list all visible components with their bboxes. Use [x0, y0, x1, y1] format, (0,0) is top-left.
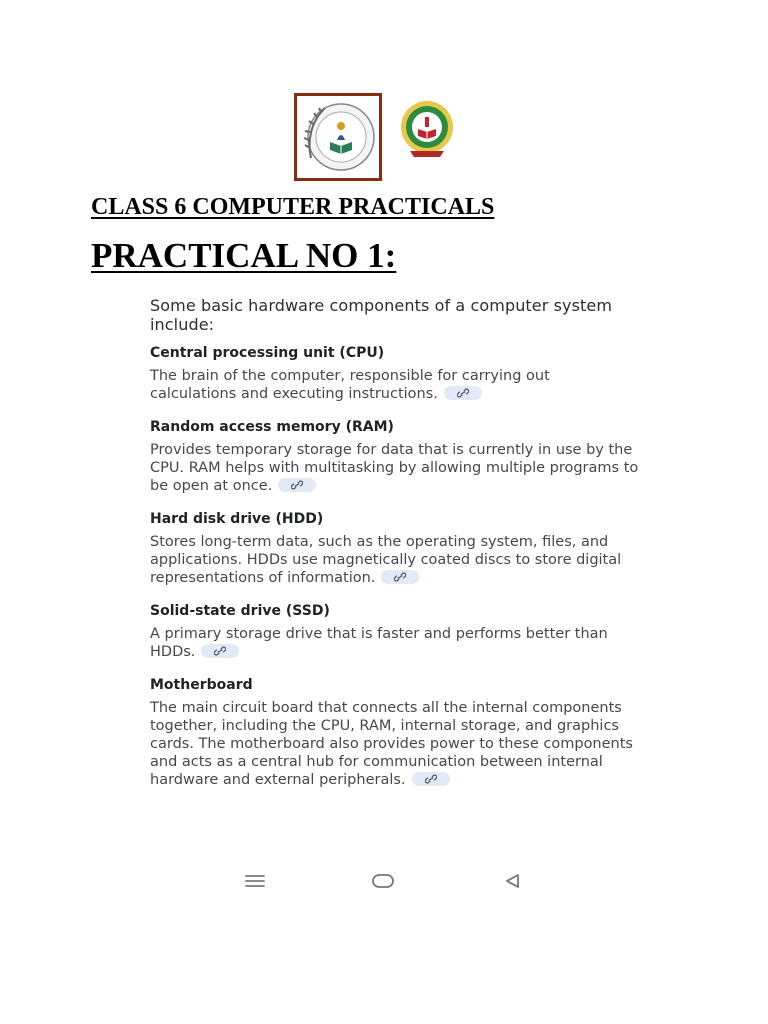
- link-icon: [291, 480, 303, 490]
- component-ram: [150, 418, 640, 495]
- component-description: [150, 441, 640, 495]
- nav-home-button[interactable]: [368, 868, 398, 894]
- android-nav-bar: [240, 868, 530, 894]
- component-hdd: [150, 510, 640, 587]
- component-description: [150, 533, 640, 587]
- component-description: [150, 699, 640, 789]
- school-logo-left: [294, 93, 382, 181]
- nav-menu-button[interactable]: [240, 868, 270, 894]
- link-icon: [214, 646, 226, 656]
- component-cpu: [150, 344, 640, 403]
- component-title: Hard disk drive (HDD): [150, 511, 324, 527]
- component-title: Central processing unit (CPU): [150, 345, 385, 361]
- component-description-text: A primary storage drive that is faster and performs better than HDDs.: [150, 626, 608, 660]
- component-description: [150, 625, 640, 661]
- source-link-chip[interactable]: [381, 570, 419, 584]
- component-title: Solid-state drive (SSD): [150, 603, 330, 619]
- school-logos: [294, 93, 464, 181]
- component-ssd: [150, 602, 640, 661]
- nav-back-button[interactable]: [498, 868, 528, 894]
- component-motherboard: [150, 676, 640, 789]
- source-link-chip[interactable]: [412, 772, 450, 786]
- back-icon: [504, 873, 522, 889]
- intro-text: Some basic hardware components of a computer system include:: [150, 296, 613, 334]
- component-title: Motherboard: [150, 677, 253, 693]
- school-logo-right: [398, 99, 456, 161]
- hardware-components-screenshot: [150, 296, 640, 804]
- school-crest-icon: [398, 99, 456, 161]
- component-description-text: Provides temporary storage for data that is currently in use by the CPU. RAM helps with multitasking by allowing multiple programs to be open at once.: [150, 442, 639, 494]
- source-link-chip[interactable]: [444, 386, 482, 400]
- source-link-chip[interactable]: [201, 644, 239, 658]
- menu-icon: [244, 873, 266, 889]
- link-icon: [457, 388, 469, 398]
- component-description: [150, 367, 640, 403]
- component-description-text: The brain of the computer, responsible for carrying out calculations and executing instructions.: [150, 368, 550, 402]
- practical-title: PRACTICAL NO 1:: [91, 236, 397, 275]
- school-seal-icon: [297, 96, 379, 178]
- link-icon: [394, 572, 406, 582]
- source-link-chip[interactable]: [278, 478, 316, 492]
- home-icon: [371, 873, 395, 889]
- link-icon: [425, 774, 437, 784]
- component-description-text: Stores long-term data, such as the operating system, files, and applications. HDDs use magnetically coated discs to store digital representations of information.: [150, 534, 622, 586]
- component-description-text: The main circuit board that connects all the internal components together, including the CPU, RAM, internal storage, and graphics cards. The motherboard also provides power to these components and acts as a central hub for communication between internal hardware and external peripherals.: [150, 700, 633, 788]
- component-title: Random access memory (RAM): [150, 419, 394, 435]
- class-title: CLASS 6 COMPUTER PRACTICALS: [91, 194, 495, 220]
